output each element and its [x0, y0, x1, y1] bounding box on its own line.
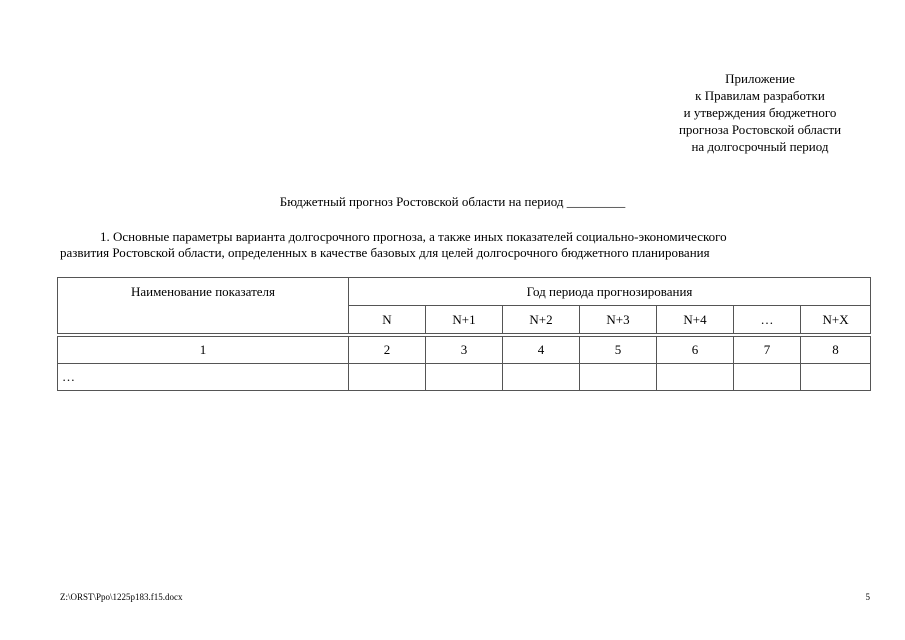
- forecast-period-header: Год периода прогнозирования: [349, 278, 871, 306]
- year-header: N+3: [580, 306, 657, 334]
- table-cell: [657, 364, 734, 391]
- table-cell: [503, 364, 580, 391]
- section-heading: [60, 229, 860, 261]
- column-number: 5: [580, 337, 657, 364]
- table-cell: [801, 364, 871, 391]
- page-number: 5: [865, 592, 870, 602]
- appendix-line: прогноза Ростовской области: [678, 122, 842, 137]
- indicator-name-header: Наименование показателя: [58, 278, 349, 334]
- appendix-block: [640, 70, 880, 155]
- table-cell: [580, 364, 657, 391]
- appendix-line: Приложение: [725, 71, 795, 86]
- year-header: N: [349, 306, 426, 334]
- year-header: …: [734, 306, 801, 334]
- column-number: 4: [503, 337, 580, 364]
- appendix-line: и утверждения бюджетного: [683, 105, 837, 120]
- appendix-line: на долгосрочный период: [691, 139, 829, 154]
- table-cell: [734, 364, 801, 391]
- footer-file-path: Z:\ORST\Ppo\1225p183.f15.docx: [60, 592, 183, 602]
- year-header: N+4: [657, 306, 734, 334]
- document-title: Бюджетный прогноз Ростовской области на период _________: [279, 194, 626, 209]
- parameters-table: [57, 277, 871, 391]
- table-cell: [426, 364, 503, 391]
- section-heading-line: 1. Основные параметры варианта долгосрочного прогноза, а также иных показателей социально-экономического: [100, 229, 727, 244]
- appendix-line: к Правилам разработки: [695, 88, 825, 103]
- table-cell: …: [58, 364, 349, 391]
- column-number: 1: [58, 337, 349, 364]
- column-number: 8: [801, 337, 871, 364]
- year-header: N+2: [503, 306, 580, 334]
- table-cell: [349, 364, 426, 391]
- column-number: 2: [349, 337, 426, 364]
- table-header-row: [58, 278, 871, 306]
- column-number: 7: [734, 337, 801, 364]
- table-row: [58, 364, 871, 391]
- column-number: 3: [426, 337, 503, 364]
- section-heading-line: развития Ростовской области, определенных в качестве базовых для целей долгосрочного бюджетного планирования: [60, 245, 710, 260]
- column-number: 6: [657, 337, 734, 364]
- year-header: N+1: [426, 306, 503, 334]
- table-column-numbers-row: [58, 337, 871, 364]
- year-header: N+X: [801, 306, 871, 334]
